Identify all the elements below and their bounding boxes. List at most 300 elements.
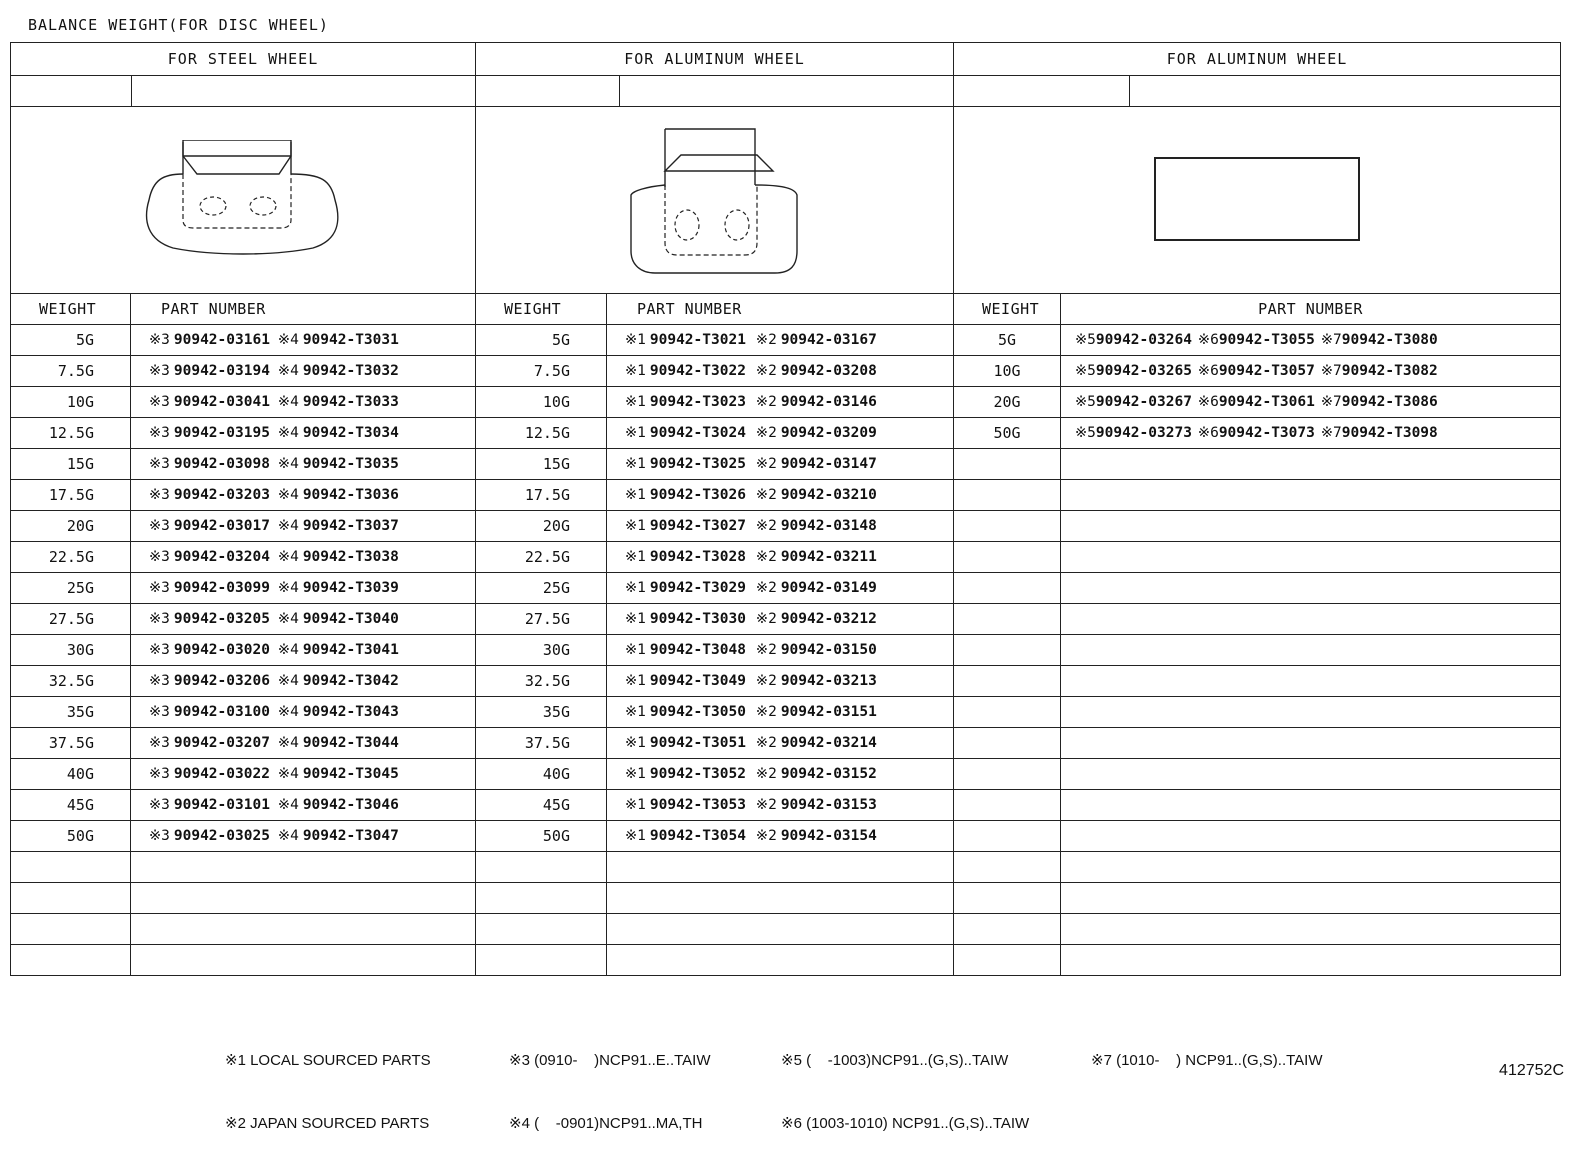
empty-cell (954, 883, 1061, 914)
weight-value: 10G (66, 393, 94, 411)
weight-cell (954, 325, 1061, 356)
part-number-cell (607, 604, 954, 635)
weight-cell (476, 511, 607, 542)
source-mark: ※1 (625, 673, 646, 689)
source-mark: ※5 (1075, 332, 1096, 348)
part-number-cell (607, 573, 954, 604)
footnote-1: ※1 LOCAL SOURCED PARTS (225, 1052, 431, 1069)
part-number: 90942-T3055 (1218, 332, 1315, 348)
source-mark: ※1 (625, 487, 646, 503)
weight-cell (954, 728, 1061, 759)
part-number: 90942-03212 (780, 611, 877, 627)
weight-cell (476, 604, 607, 635)
part-number: 90942-03022 (173, 766, 270, 782)
table-row (11, 635, 1561, 666)
part-number: 90942-T3050 (649, 704, 746, 720)
part-number: 90942-T3028 (649, 549, 746, 565)
empty-cell (131, 883, 476, 914)
part-number: 90942-T3041 (302, 642, 399, 658)
empty-cell (476, 852, 607, 883)
weight-value: 27.5G (48, 610, 94, 628)
part-number: 90942-T3098 (1341, 425, 1438, 441)
part-number: 90942-T3048 (649, 642, 746, 658)
source-mark: ※3 (149, 673, 170, 689)
source-mark: ※1 (625, 797, 646, 813)
weight-cell (476, 325, 607, 356)
weight-value: 35G (66, 703, 94, 721)
part-number-cell (607, 418, 954, 449)
source-mark: ※7 (1320, 394, 1342, 410)
source-mark: ※1 (625, 363, 646, 379)
weight-value: 7.5G (57, 362, 94, 380)
table-row (11, 542, 1561, 573)
weight-cell (11, 573, 131, 604)
weight-cell (954, 387, 1061, 418)
source-mark: ※1 (625, 704, 646, 720)
weight-value: 50G (66, 827, 94, 845)
part-number: 90942-03150 (780, 642, 877, 658)
part-number-cell (607, 480, 954, 511)
part-number: 90942-T3042 (302, 673, 399, 689)
weight-cell (954, 666, 1061, 697)
part-number: 90942-03211 (780, 549, 877, 565)
part-number-cell (1061, 573, 1561, 604)
empty-cell (954, 945, 1061, 976)
part-number-cell (1061, 759, 1561, 790)
part-number-cell (131, 759, 476, 790)
part-number: 90942-T3027 (649, 518, 746, 534)
part-number-cell (607, 728, 954, 759)
source-mark: ※3 (149, 766, 170, 782)
source-mark: ※2 (755, 735, 777, 751)
weight-value: 32.5G (48, 672, 94, 690)
weight-cell (476, 759, 607, 790)
source-mark: ※2 (755, 611, 777, 627)
part-number: 90942-T3023 (649, 394, 746, 410)
part-number: 90942-T3049 (649, 673, 746, 689)
weight-value: 50G (993, 424, 1021, 442)
table-row (11, 697, 1561, 728)
part-number: 90942-03167 (780, 332, 877, 348)
part-number: 90942-03205 (173, 611, 270, 627)
part-number-cell (607, 666, 954, 697)
weight-header: WEIGHT (11, 294, 131, 325)
part-number: 90942-03151 (780, 704, 877, 720)
source-mark: ※4 (277, 487, 299, 503)
source-mark: ※6 (1197, 425, 1219, 441)
weight-value: 5G (75, 331, 94, 349)
part-number: 90942-03152 (780, 766, 877, 782)
source-mark: ※3 (149, 580, 170, 596)
part-number: 90942-T3054 (649, 828, 746, 844)
weight-cell (476, 542, 607, 573)
part-number-cell (1061, 480, 1561, 511)
aluminum-weight-diagram (476, 107, 954, 294)
source-mark: ※4 (277, 797, 299, 813)
weight-cell (476, 697, 607, 728)
part-number: 90942-03194 (173, 363, 270, 379)
footnote-2: ※2 JAPAN SOURCED PARTS (225, 1115, 430, 1132)
part-number: 90942-T3035 (302, 456, 399, 472)
source-mark: ※1 (625, 456, 646, 472)
weight-cell (476, 356, 607, 387)
source-mark: ※2 (755, 363, 777, 379)
source-mark: ※1 (625, 332, 646, 348)
weight-cell (476, 387, 607, 418)
weight-cell (476, 821, 607, 852)
source-mark: ※6 (1197, 363, 1219, 379)
weight-value: 10G (542, 393, 570, 411)
weight-cell (954, 821, 1061, 852)
source-mark: ※3 (149, 332, 170, 348)
weight-cell (11, 759, 131, 790)
source-mark: ※4 (277, 766, 299, 782)
table-row (11, 790, 1561, 821)
weight-value: 50G (542, 827, 570, 845)
part-number-cell (131, 790, 476, 821)
part-number-cell (1061, 542, 1561, 573)
part-number: 90942-T3024 (649, 425, 746, 441)
steel-weight-diagram (11, 107, 476, 294)
weight-cell (11, 387, 131, 418)
source-mark: ※2 (755, 425, 777, 441)
part-number: 90942-03206 (173, 673, 270, 689)
part-number-cell (131, 573, 476, 604)
part-number-cell (1061, 697, 1561, 728)
source-mark: ※3 (149, 735, 170, 751)
table-row (11, 511, 1561, 542)
part-number-cell (607, 790, 954, 821)
weight-cell (11, 418, 131, 449)
part-number-cell (1061, 449, 1561, 480)
table-row (11, 573, 1561, 604)
source-mark: ※3 (149, 425, 170, 441)
part-number: 90942-03161 (173, 332, 270, 348)
part-number: 90942-03204 (173, 549, 270, 565)
source-mark: ※1 (625, 580, 646, 596)
part-number-header: PART NUMBER (131, 294, 476, 325)
part-number-cell (607, 387, 954, 418)
part-number-cell (1061, 511, 1561, 542)
part-number: 90942-T3037 (302, 518, 399, 534)
section-heading-aluminum: FOR ALUMINUM WHEEL (476, 43, 954, 76)
part-number: 90942-T3086 (1341, 394, 1438, 410)
part-number: 90942-T3022 (649, 363, 746, 379)
part-number-cell (607, 449, 954, 480)
table-row (11, 728, 1561, 759)
empty-cell (476, 914, 607, 945)
empty-cell (607, 914, 954, 945)
source-mark: ※4 (277, 394, 299, 410)
part-number: 90942-03100 (173, 704, 270, 720)
part-number-cell (131, 387, 476, 418)
weight-cell (11, 821, 131, 852)
part-number: 90942-03017 (173, 518, 270, 534)
source-mark: ※2 (755, 332, 777, 348)
weight-cell (476, 573, 607, 604)
part-number: 90942-03025 (173, 828, 270, 844)
source-mark: ※2 (755, 487, 777, 503)
part-number-cell (607, 635, 954, 666)
empty-cell (11, 883, 131, 914)
weight-cell (11, 356, 131, 387)
part-number-cell (131, 542, 476, 573)
aluminum-clip-weight-icon (625, 125, 805, 275)
part-number: 90942-03213 (780, 673, 877, 689)
part-number-cell (1061, 666, 1561, 697)
weight-cell (476, 790, 607, 821)
weight-value: 45G (542, 796, 570, 814)
part-number: 90942-T3053 (649, 797, 746, 813)
part-number-cell (607, 821, 954, 852)
empty-row (11, 852, 1561, 883)
part-number: 90942-T3032 (302, 363, 399, 379)
source-mark: ※1 (625, 766, 646, 782)
empty-cell (11, 914, 131, 945)
weight-cell (476, 666, 607, 697)
part-number-cell (131, 449, 476, 480)
weight-cell (954, 480, 1061, 511)
weight-value: 27.5G (524, 610, 570, 628)
part-number: 90942-03267 (1095, 394, 1192, 410)
empty-cell (131, 852, 476, 883)
weight-value: 12.5G (524, 424, 570, 442)
table-row (11, 666, 1561, 697)
source-mark: ※4 (277, 425, 299, 441)
part-number: 90942-T3033 (302, 394, 399, 410)
source-mark: ※7 (1320, 332, 1342, 348)
part-number: 90942-T3043 (302, 704, 399, 720)
section-heading-aluminum-2: FOR ALUMINUM WHEEL (954, 43, 1561, 76)
part-number-cell (1061, 728, 1561, 759)
weight-value: 35G (542, 703, 570, 721)
source-mark: ※3 (149, 518, 170, 534)
weight-cell (954, 418, 1061, 449)
source-mark: ※4 (277, 549, 299, 565)
weight-cell (11, 511, 131, 542)
weight-header: WEIGHT (476, 294, 607, 325)
weight-cell (476, 418, 607, 449)
weight-cell (476, 728, 607, 759)
empty-row (11, 945, 1561, 976)
weight-cell (954, 573, 1061, 604)
part-number: 90942-T3030 (649, 611, 746, 627)
part-number: 90942-T3025 (649, 456, 746, 472)
part-number: 90942-03195 (173, 425, 270, 441)
source-mark: ※3 (149, 487, 170, 503)
part-number-cell (1061, 356, 1561, 387)
empty-cell (1061, 852, 1561, 883)
part-number-cell (1061, 635, 1561, 666)
weight-cell (11, 480, 131, 511)
part-number: 90942-T3045 (302, 766, 399, 782)
weight-value: 32.5G (524, 672, 570, 690)
part-number-cell (607, 759, 954, 790)
empty-cell (11, 945, 131, 976)
weight-header: WEIGHT (954, 294, 1061, 325)
weight-value: 20G (542, 517, 570, 535)
source-mark: ※6 (1197, 332, 1219, 348)
blank-subheader (11, 76, 476, 107)
weight-cell (954, 697, 1061, 728)
source-mark: ※3 (149, 828, 170, 844)
part-number: 90942-03147 (780, 456, 877, 472)
part-number: 90942-03207 (173, 735, 270, 751)
source-mark: ※2 (755, 766, 777, 782)
part-number: 90942-T3047 (302, 828, 399, 844)
part-number: 90942-T3029 (649, 580, 746, 596)
blank-subheader (476, 76, 954, 107)
weight-cell (11, 635, 131, 666)
part-number: 90942-03020 (173, 642, 270, 658)
source-mark: ※5 (1075, 363, 1096, 379)
part-number: 90942-03148 (780, 518, 877, 534)
weight-value: 20G (66, 517, 94, 535)
section-heading-steel: FOR STEEL WHEEL (11, 43, 476, 76)
weight-cell (954, 356, 1061, 387)
part-number-cell (1061, 387, 1561, 418)
empty-cell (954, 852, 1061, 883)
part-number-cell (131, 666, 476, 697)
footnote-7: ※7 (1010- ) NCP91..(G,S)..TAIW (1091, 1052, 1323, 1069)
source-mark: ※4 (277, 828, 299, 844)
part-number-cell (131, 604, 476, 635)
source-mark: ※5 (1075, 394, 1096, 410)
source-mark: ※1 (625, 735, 646, 751)
empty-row (11, 914, 1561, 945)
empty-cell (1061, 883, 1561, 914)
weight-cell (11, 666, 131, 697)
blank-subheader (954, 76, 1561, 107)
weight-cell (11, 728, 131, 759)
weight-value: 37.5G (524, 734, 570, 752)
part-number: 90942-03210 (780, 487, 877, 503)
table-row (11, 418, 1561, 449)
empty-cell (11, 852, 131, 883)
source-mark: ※5 (1075, 425, 1096, 441)
part-number: 90942-03264 (1095, 332, 1192, 348)
table-row (11, 387, 1561, 418)
source-mark: ※2 (755, 642, 777, 658)
empty-cell (476, 883, 607, 914)
source-mark: ※3 (149, 704, 170, 720)
weight-value: 5G (997, 331, 1017, 349)
source-mark: ※7 (1320, 363, 1342, 379)
weight-cell (476, 449, 607, 480)
weight-cell (476, 480, 607, 511)
source-mark: ※7 (1320, 425, 1342, 441)
empty-cell (607, 883, 954, 914)
steel-clip-weight-icon (143, 140, 343, 260)
part-number-cell (607, 356, 954, 387)
empty-row (11, 883, 1561, 914)
source-mark: ※1 (625, 611, 646, 627)
weight-cell (954, 449, 1061, 480)
part-number-cell (1061, 821, 1561, 852)
source-mark: ※1 (625, 394, 646, 410)
balance-weight-table (10, 42, 1561, 976)
source-mark: ※1 (625, 549, 646, 565)
part-number: 90942-T3031 (302, 332, 399, 348)
source-mark: ※3 (149, 363, 170, 379)
part-number-header: PART NUMBER (607, 294, 954, 325)
part-number: 90942-03273 (1095, 425, 1192, 441)
source-mark: ※4 (277, 611, 299, 627)
part-number-cell (1061, 418, 1561, 449)
source-mark: ※1 (625, 425, 646, 441)
empty-cell (607, 852, 954, 883)
empty-cell (131, 914, 476, 945)
weight-cell (954, 604, 1061, 635)
part-number-cell (607, 542, 954, 573)
source-mark: ※4 (277, 580, 299, 596)
table-row (11, 325, 1561, 356)
weight-value: 10G (993, 362, 1021, 380)
table-row (11, 759, 1561, 790)
source-mark: ※3 (149, 394, 170, 410)
part-number: 90942-03098 (173, 456, 270, 472)
weight-cell (954, 635, 1061, 666)
part-number: 90942-T3046 (302, 797, 399, 813)
source-mark: ※2 (755, 828, 777, 844)
weight-value: 25G (66, 579, 94, 597)
weight-value: 17.5G (524, 486, 570, 504)
part-number: 90942-03214 (780, 735, 877, 751)
source-mark: ※2 (755, 704, 777, 720)
empty-cell (954, 914, 1061, 945)
weight-value: 45G (66, 796, 94, 814)
part-number: 90942-T3036 (302, 487, 399, 503)
part-number: 90942-T3080 (1341, 332, 1438, 348)
part-number-header: PART NUMBER (1061, 294, 1561, 325)
part-number: 90942-T3061 (1218, 394, 1315, 410)
part-number-cell (607, 697, 954, 728)
weight-value: 40G (542, 765, 570, 783)
weight-value: 15G (66, 455, 94, 473)
weight-value: 20G (993, 393, 1021, 411)
part-number-cell (607, 511, 954, 542)
source-mark: ※3 (149, 549, 170, 565)
part-number-cell (1061, 325, 1561, 356)
table-row (11, 356, 1561, 387)
adhesive-weight-diagram (954, 107, 1561, 294)
source-mark: ※4 (277, 735, 299, 751)
weight-value: 37.5G (48, 734, 94, 752)
weight-value: 22.5G (524, 548, 570, 566)
part-number: 90942-T3038 (302, 549, 399, 565)
source-mark: ※4 (277, 456, 299, 472)
part-number: 90942-T3034 (302, 425, 399, 441)
part-number: 90942-03041 (173, 394, 270, 410)
source-mark: ※4 (277, 673, 299, 689)
footnote-3: ※3 (0910- )NCP91..E..TAIW (509, 1052, 711, 1069)
source-mark: ※4 (277, 642, 299, 658)
part-number: 90942-T3051 (649, 735, 746, 751)
weight-cell (11, 790, 131, 821)
source-mark: ※4 (277, 332, 299, 348)
source-mark: ※6 (1197, 394, 1219, 410)
empty-cell (1061, 914, 1561, 945)
part-number: 90942-03146 (780, 394, 877, 410)
part-number-cell (131, 635, 476, 666)
source-mark: ※3 (149, 797, 170, 813)
part-number: 90942-03101 (173, 797, 270, 813)
source-mark: ※2 (755, 394, 777, 410)
part-number: 90942-T3073 (1218, 425, 1315, 441)
empty-cell (607, 945, 954, 976)
part-number: 90942-T3021 (649, 332, 746, 348)
part-number: 90942-T3039 (302, 580, 399, 596)
